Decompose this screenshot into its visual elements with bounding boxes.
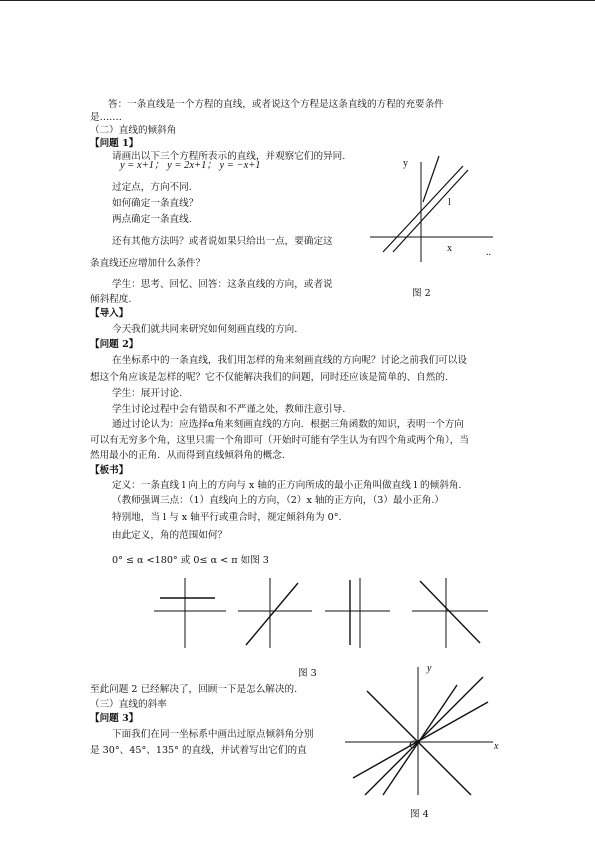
question-1-heading: 【问题 1】 bbox=[90, 138, 139, 149]
fig4-x-label: x bbox=[494, 741, 499, 752]
question-2-heading: 【问题 2】 bbox=[90, 339, 139, 350]
fig2-dots: .. bbox=[486, 247, 491, 258]
fig2-x-label: x bbox=[447, 243, 452, 254]
figure-3-caption: 图 3 bbox=[298, 668, 317, 679]
question-2-discussion-3: 然用最小的正角．从而得到直线倾斜角的概念. bbox=[90, 450, 285, 461]
question-2-student: 学生：展开讨论. bbox=[112, 388, 183, 399]
question-2-line-1: 在坐标系中的一条直线，我们用怎样的角来刻画直线的方向呢？讨论之前我们可以设 bbox=[112, 355, 467, 366]
fig3-panel-acute bbox=[238, 578, 312, 648]
fig4-line-135deg bbox=[367, 691, 471, 795]
header-rule bbox=[0, 0, 595, 1]
question-2-discussion-1: 通过讨论认为：应选择α角来刻画直线的方向．根据三角函数的知识，表明一个方向 bbox=[112, 419, 464, 430]
fixed-point-line: 过定点，方向不同. bbox=[112, 182, 192, 193]
fig3-panel-vertical bbox=[325, 578, 390, 648]
question-3-heading: 【问题 3】 bbox=[90, 713, 139, 724]
fig3-panel-obtuse bbox=[412, 578, 488, 648]
intro-heading: 【导入】 bbox=[90, 308, 129, 319]
question-2-line-2: 想这个角应该是怎样的呢？它不仅能解决我们的问题，同时还应该是简单的、自然的. bbox=[90, 372, 449, 383]
range-question-line: 由此定义，角的范围如何？ bbox=[112, 530, 228, 541]
student-answer-line-2: 倾斜程度. bbox=[90, 294, 132, 305]
question-2-discussion-2: 可以有无穷多个角，这里只需一个角即可（开始时可能有学生认为有四个角或两个角），当 bbox=[90, 435, 469, 446]
question-3-line-2: 是 30°、45°、135° 的直线，并试着写出它们的直 bbox=[90, 745, 307, 756]
intro-text: 今天我们就共同来研究如何刻画直线的方向. bbox=[112, 324, 298, 335]
fig4-line-steep bbox=[383, 685, 457, 795]
figure-2-diagram bbox=[365, 150, 495, 265]
question-1-text: 请画出以下三个方程所表示的直线，并观察它们的异同. bbox=[112, 151, 346, 162]
fig2-line-a bbox=[383, 166, 463, 252]
question-3-line-1: 下面我们在同一坐标系中画出过原点倾斜角分别 bbox=[112, 729, 314, 740]
answer-line-2: 是……. bbox=[90, 112, 122, 123]
section-heading-slope: （三）直线的斜率 bbox=[90, 699, 167, 710]
definition-line: 定义：一条直线 l 向上的方向与 x 轴的正方向所成的最小正角叫做直线 l 的倾斜角. bbox=[112, 480, 462, 491]
other-method-line-1: 还有其他方法吗？或者说如果只给出一点，要确定这 bbox=[112, 236, 333, 247]
board-heading: 【板书】 bbox=[90, 465, 129, 476]
fig4-origin-label: O bbox=[409, 737, 418, 751]
answer-line-1: 答：一条直线是一个方程的直线，或者说这个方程是这条直线的方程的充要条件 bbox=[108, 99, 444, 110]
fig4-y-label: y bbox=[427, 663, 432, 674]
figure-2-caption: 图 2 bbox=[412, 288, 431, 299]
section-heading-inclination: （二）直线的倾斜角 bbox=[90, 125, 177, 136]
question-2-teacher: 学生讨论过程中会有错误和不严谨之处，教师注意引导. bbox=[112, 404, 346, 415]
figure-4-caption: 图 4 bbox=[410, 809, 429, 820]
figure-3-diagram bbox=[150, 575, 490, 655]
question-2-resolved: 至此问题 2 已经解决了，回顾一下是怎么解决的. bbox=[90, 684, 298, 695]
fig2-line-b bbox=[393, 170, 468, 252]
teacher-emphasis-line: （教师强调三点：（1）直线向上的方向，（2）x 轴的正方向，（3）最小正角.） bbox=[112, 495, 445, 506]
fig2-line-label: l bbox=[448, 197, 451, 208]
fig2-y-label: y bbox=[403, 158, 408, 169]
how-determine-line: 如何确定一条直线？ bbox=[112, 198, 199, 209]
figure-4-diagram bbox=[345, 655, 515, 795]
other-method-line-2: 条直线还应增加什么条件？ bbox=[90, 258, 206, 269]
fig3-panel-horizontal bbox=[154, 578, 226, 648]
student-answer-line-1: 学生：思考、回忆、回答：这条直线的方向，或者说 bbox=[112, 279, 333, 290]
special-case-line: 特别地，当 l 与 x 轴平行或重合时，规定倾斜角为 0°. bbox=[112, 512, 342, 523]
angle-range-line: 0° ≤ α <180° 或 0≤ α < π 如图 3 bbox=[112, 555, 269, 566]
two-points-line: 两点确定一条直线. bbox=[112, 214, 192, 225]
fig4-line-45deg bbox=[365, 677, 483, 795]
question-1-equations: y = x+1； y = 2x+1； y = −x+1 bbox=[120, 160, 261, 171]
